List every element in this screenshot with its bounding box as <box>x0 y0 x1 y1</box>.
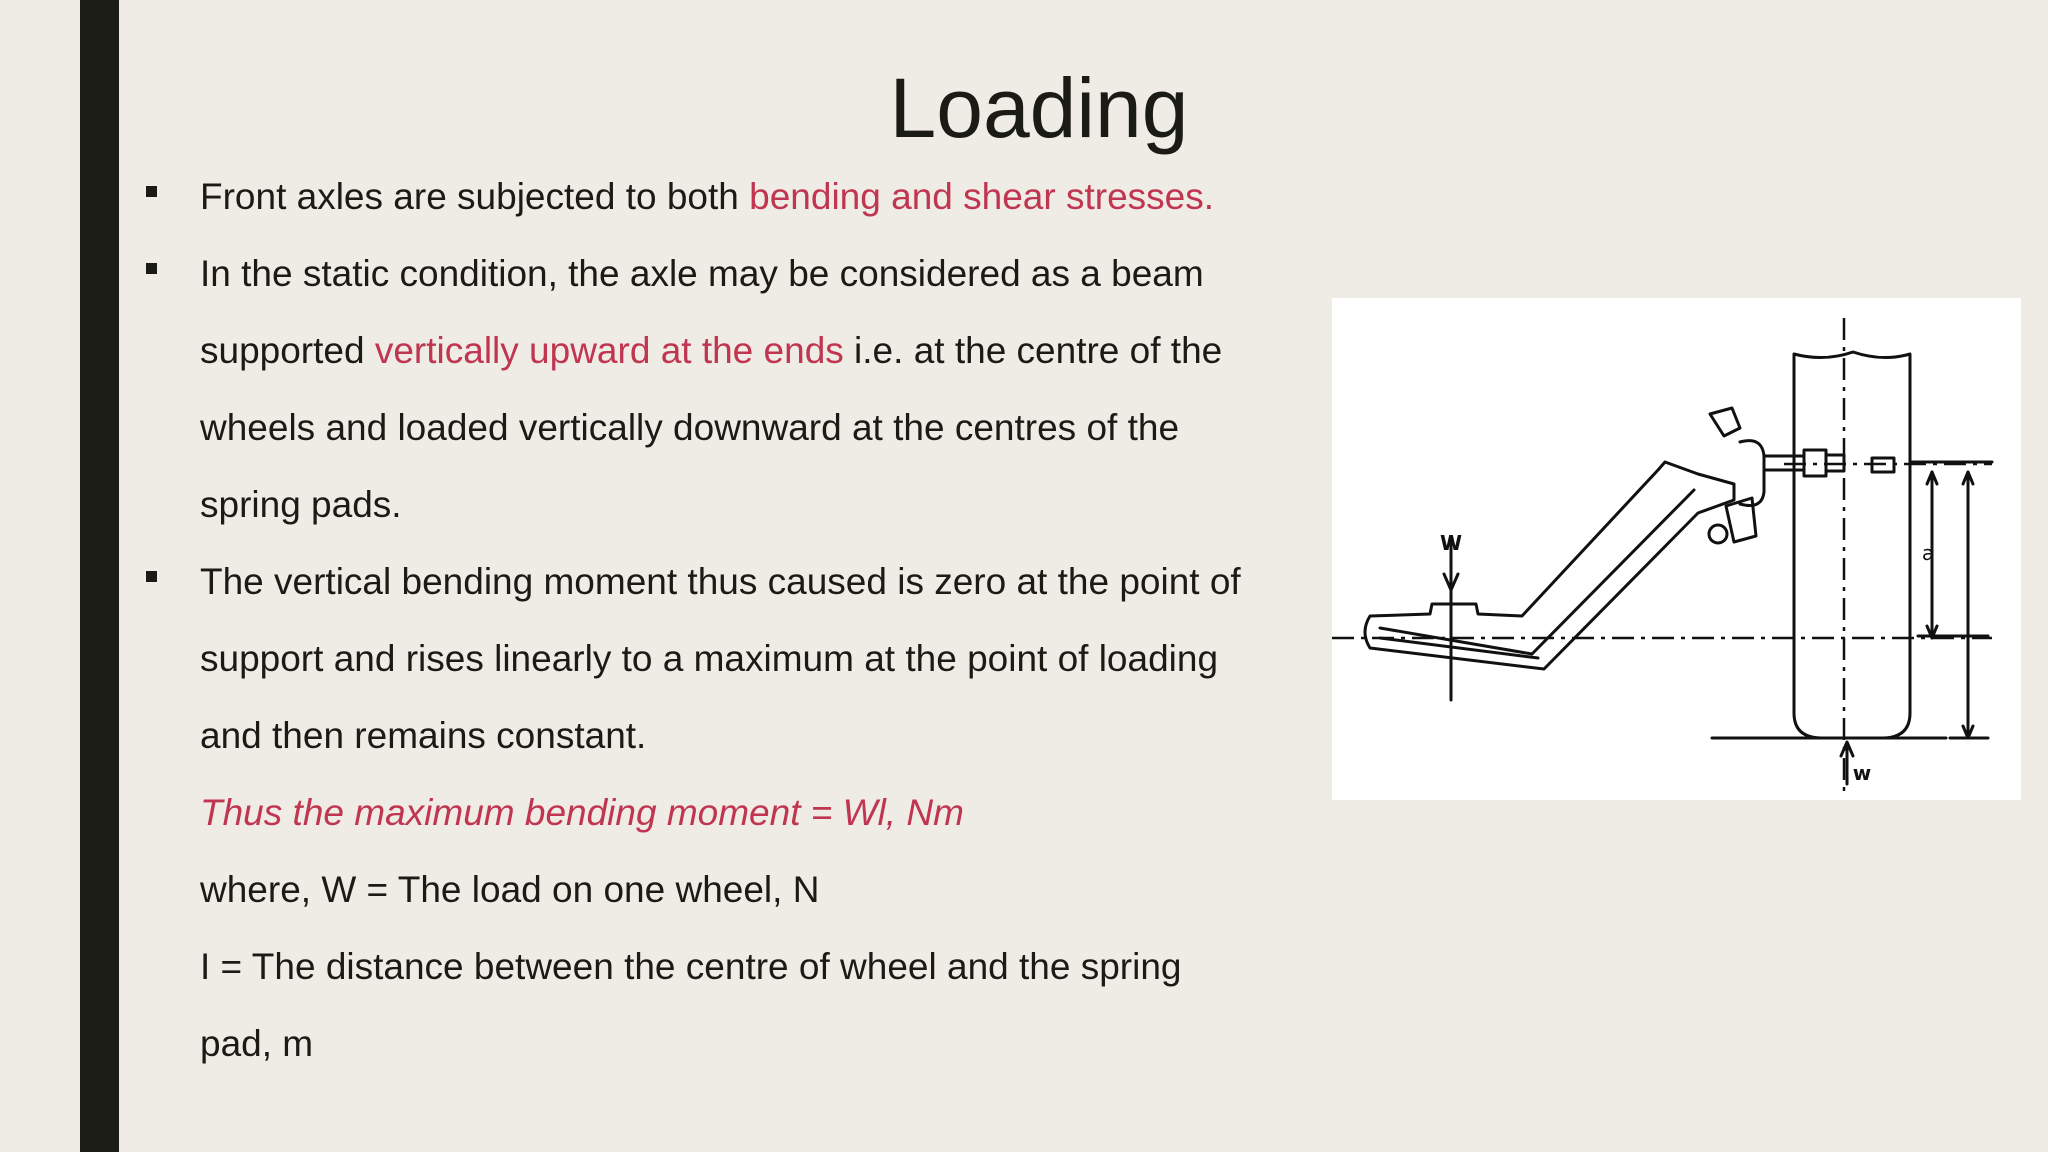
bullet-marker <box>146 186 157 197</box>
figure-label-w-bottom: w <box>1852 761 1872 785</box>
stub-axle <box>1740 441 1764 506</box>
bullet-2-highlight: vertically upward at the ends <box>374 330 844 371</box>
where-l-definition-line-1: I = The distance between the centre of wheel and the spring <box>200 946 1182 987</box>
bullet-2-line-4: spring pads. <box>200 484 402 525</box>
bullet-2-line-2-start: supported <box>200 330 375 371</box>
axle-beam-inner <box>1380 490 1694 654</box>
bullet-2-line-3: wheels and loaded vertically downward at the centres of the <box>200 407 1180 448</box>
wheel-outline <box>1794 352 1910 738</box>
bullet-3 <box>140 543 1340 774</box>
bullet-marker <box>146 263 157 274</box>
max-bending-moment-formula: Thus the maximum bending moment = Wl, Nm <box>200 792 964 833</box>
axle-drawing <box>1332 298 2021 800</box>
bullet-2-line-2 <box>200 312 1340 389</box>
where-w-definition: where, W = The load on one wheel, N <box>200 869 820 910</box>
front-axle-diagram <box>1332 298 2021 800</box>
bullet-1-highlight: bending and shear stresses. <box>749 176 1215 217</box>
formula-block <box>140 774 1340 1082</box>
slide-title: Loading <box>889 61 1189 155</box>
figure-label-a: a <box>1921 541 1935 565</box>
bullet-3-line-2: support and rises linearly to a maximum at the point of loading <box>200 638 1219 679</box>
bullet-1-text: Front axles are subjected to both <box>200 176 750 217</box>
bullet-3-line-1: The vertical bending moment thus caused is zero at the point of <box>200 561 1241 602</box>
figure-label-w-top: W <box>1439 531 1463 555</box>
bullet-2-line-1: In the static condition, the axle may be considered as a beam <box>200 253 1204 294</box>
steering-arm-eye <box>1709 525 1727 543</box>
kingpin-top <box>1710 408 1740 436</box>
where-l-definition-line-2: pad, m <box>200 1023 314 1064</box>
bullet-1 <box>140 158 1340 235</box>
bullet-2 <box>140 235 1340 543</box>
bullet-marker <box>146 571 157 582</box>
bullet-2-line-2-end: i.e. at the centre of the <box>843 330 1223 371</box>
slide-body <box>140 158 1340 1082</box>
left-accent-bar <box>80 0 119 1152</box>
bullet-3-line-3: and then remains constant. <box>200 715 647 756</box>
